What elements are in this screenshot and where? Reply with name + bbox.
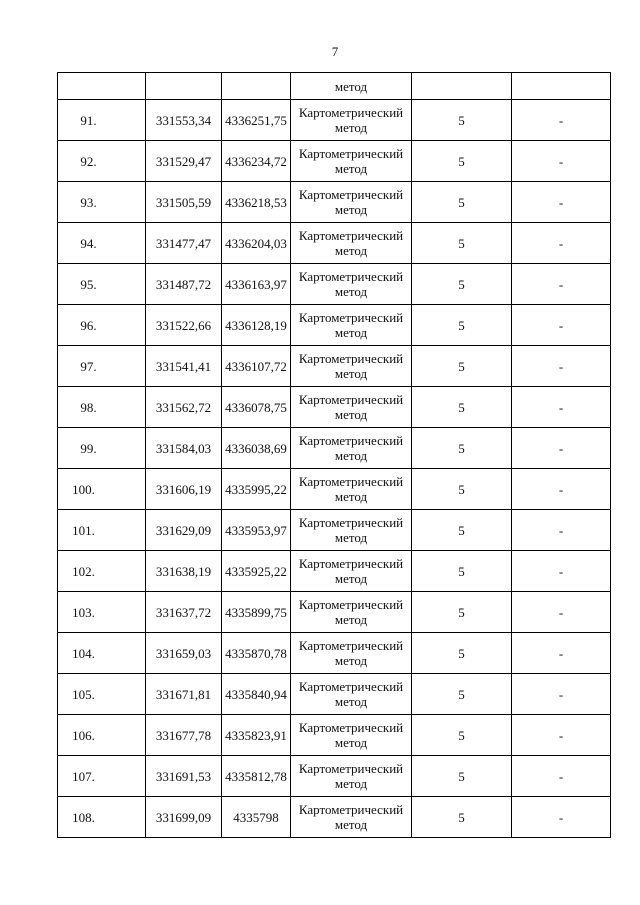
cell-y: 4335899,75: [222, 592, 291, 633]
cell-x: 331522,66: [146, 305, 222, 346]
cell-number: 102.: [58, 551, 146, 592]
cell-note: [512, 73, 611, 100]
cell-method: Картометрический метод: [291, 633, 412, 674]
cell-method: Картометрический метод: [291, 756, 412, 797]
cell-method: Картометрический метод: [291, 510, 412, 551]
cell-accuracy: 5: [412, 510, 512, 551]
cell-note: -: [512, 715, 611, 756]
cell-note: -: [512, 756, 611, 797]
cell-x: 331691,53: [146, 756, 222, 797]
cell-method: Картометрический метод: [291, 469, 412, 510]
table-row: [58, 715, 611, 756]
cell-accuracy: 5: [412, 141, 512, 182]
cell-y: 4336038,69: [222, 428, 291, 469]
cell-note: -: [512, 633, 611, 674]
table-row-continuation: [58, 73, 611, 100]
cell-accuracy: 5: [412, 715, 512, 756]
cell-x: 331638,19: [146, 551, 222, 592]
cell-x: 331699,09: [146, 797, 222, 838]
cell-accuracy: 5: [412, 264, 512, 305]
cell-accuracy: 5: [412, 469, 512, 510]
cell-number: 99.: [58, 428, 146, 469]
cell-number: 98.: [58, 387, 146, 428]
cell-method: Картометрический метод: [291, 428, 412, 469]
cell-accuracy: 5: [412, 674, 512, 715]
cell-note: -: [512, 428, 611, 469]
cell-x: 331629,09: [146, 510, 222, 551]
table-row: [58, 223, 611, 264]
cell-accuracy: 5: [412, 305, 512, 346]
cell-y: 4336107,72: [222, 346, 291, 387]
cell-number: 101.: [58, 510, 146, 551]
table-row: [58, 797, 611, 838]
cell-y: 4335823,91: [222, 715, 291, 756]
cell-number: 105.: [58, 674, 146, 715]
cell-y: [222, 73, 291, 100]
cell-method: Картометрический метод: [291, 387, 412, 428]
cell-y: 4335870,78: [222, 633, 291, 674]
cell-method: метод: [291, 73, 412, 100]
cell-y: 4336078,75: [222, 387, 291, 428]
cell-method: Картометрический метод: [291, 305, 412, 346]
cell-accuracy: [412, 73, 512, 100]
cell-x: 331606,19: [146, 469, 222, 510]
cell-y: 4335840,94: [222, 674, 291, 715]
cell-method: Картометрический метод: [291, 715, 412, 756]
cell-x: 331487,72: [146, 264, 222, 305]
cell-number: 96.: [58, 305, 146, 346]
cell-method: Картометрический метод: [291, 264, 412, 305]
cell-number: 94.: [58, 223, 146, 264]
cell-note: -: [512, 797, 611, 838]
cell-x: 331562,72: [146, 387, 222, 428]
page-number: 7: [331, 44, 339, 59]
cell-accuracy: 5: [412, 346, 512, 387]
cell-x: [146, 73, 222, 100]
cell-method: Картометрический метод: [291, 674, 412, 715]
table-row: [58, 305, 611, 346]
cell-y: 4336218,53: [222, 182, 291, 223]
cell-accuracy: 5: [412, 428, 512, 469]
cell-number: 91.: [58, 100, 146, 141]
cell-accuracy: 5: [412, 100, 512, 141]
table-row: [58, 592, 611, 633]
cell-x: 331584,03: [146, 428, 222, 469]
table-row: [58, 141, 611, 182]
cell-method: Картометрический метод: [291, 223, 412, 264]
cell-number: 106.: [58, 715, 146, 756]
table-row: [58, 100, 611, 141]
table-row: [58, 633, 611, 674]
cell-method: Картометрический метод: [291, 592, 412, 633]
cell-x: 331637,72: [146, 592, 222, 633]
cell-note: -: [512, 141, 611, 182]
table-row: [58, 387, 611, 428]
cell-number: [58, 73, 146, 100]
cell-method: Картометрический метод: [291, 141, 412, 182]
cell-x: 331529,47: [146, 141, 222, 182]
cell-note: -: [512, 674, 611, 715]
cell-method: Картометрический метод: [291, 551, 412, 592]
table-row: [58, 182, 611, 223]
table-row: [58, 264, 611, 305]
cell-number: 92.: [58, 141, 146, 182]
cell-number: 97.: [58, 346, 146, 387]
cell-y: 4336163,97: [222, 264, 291, 305]
cell-number: 104.: [58, 633, 146, 674]
cell-note: -: [512, 182, 611, 223]
cell-x: 331671,81: [146, 674, 222, 715]
cell-note: -: [512, 264, 611, 305]
cell-y: 4336128,19: [222, 305, 291, 346]
cell-note: -: [512, 100, 611, 141]
cell-number: 107.: [58, 756, 146, 797]
cell-y: 4335798: [222, 797, 291, 838]
table-row: [58, 469, 611, 510]
cell-method: Картометрический метод: [291, 797, 412, 838]
cell-note: -: [512, 387, 611, 428]
table-row: [58, 346, 611, 387]
table-row: [58, 510, 611, 551]
cell-y: 4335953,97: [222, 510, 291, 551]
table-row: [58, 551, 611, 592]
table-row: [58, 428, 611, 469]
cell-number: 108.: [58, 797, 146, 838]
cell-accuracy: 5: [412, 756, 512, 797]
cell-accuracy: 5: [412, 182, 512, 223]
cell-note: -: [512, 346, 611, 387]
cell-y: 4335812,78: [222, 756, 291, 797]
cell-y: 4335925,22: [222, 551, 291, 592]
table-row: [58, 756, 611, 797]
cell-accuracy: 5: [412, 633, 512, 674]
cell-note: -: [512, 592, 611, 633]
cell-note: -: [512, 223, 611, 264]
cell-x: 331659,03: [146, 633, 222, 674]
cell-y: 4336251,75: [222, 100, 291, 141]
cell-method: Картометрический метод: [291, 182, 412, 223]
cell-x: 331677,78: [146, 715, 222, 756]
cell-accuracy: 5: [412, 223, 512, 264]
cell-x: 331541,41: [146, 346, 222, 387]
cell-x: 331553,34: [146, 100, 222, 141]
cell-number: 100.: [58, 469, 146, 510]
cell-accuracy: 5: [412, 592, 512, 633]
cell-number: 95.: [58, 264, 146, 305]
cell-method: Картометрический метод: [291, 100, 412, 141]
cell-y: 4335995,22: [222, 469, 291, 510]
cell-accuracy: 5: [412, 797, 512, 838]
cell-accuracy: 5: [412, 551, 512, 592]
cell-method: Картометрический метод: [291, 346, 412, 387]
cell-number: 93.: [58, 182, 146, 223]
cell-x: 331505,59: [146, 182, 222, 223]
cell-x: 331477,47: [146, 223, 222, 264]
cell-y: 4336204,03: [222, 223, 291, 264]
cell-accuracy: 5: [412, 387, 512, 428]
cell-note: -: [512, 510, 611, 551]
cell-y: 4336234,72: [222, 141, 291, 182]
cell-note: -: [512, 551, 611, 592]
cell-number: 103.: [58, 592, 146, 633]
cell-note: -: [512, 469, 611, 510]
cell-note: -: [512, 305, 611, 346]
coordinates-table: [57, 72, 611, 838]
table-row: [58, 674, 611, 715]
